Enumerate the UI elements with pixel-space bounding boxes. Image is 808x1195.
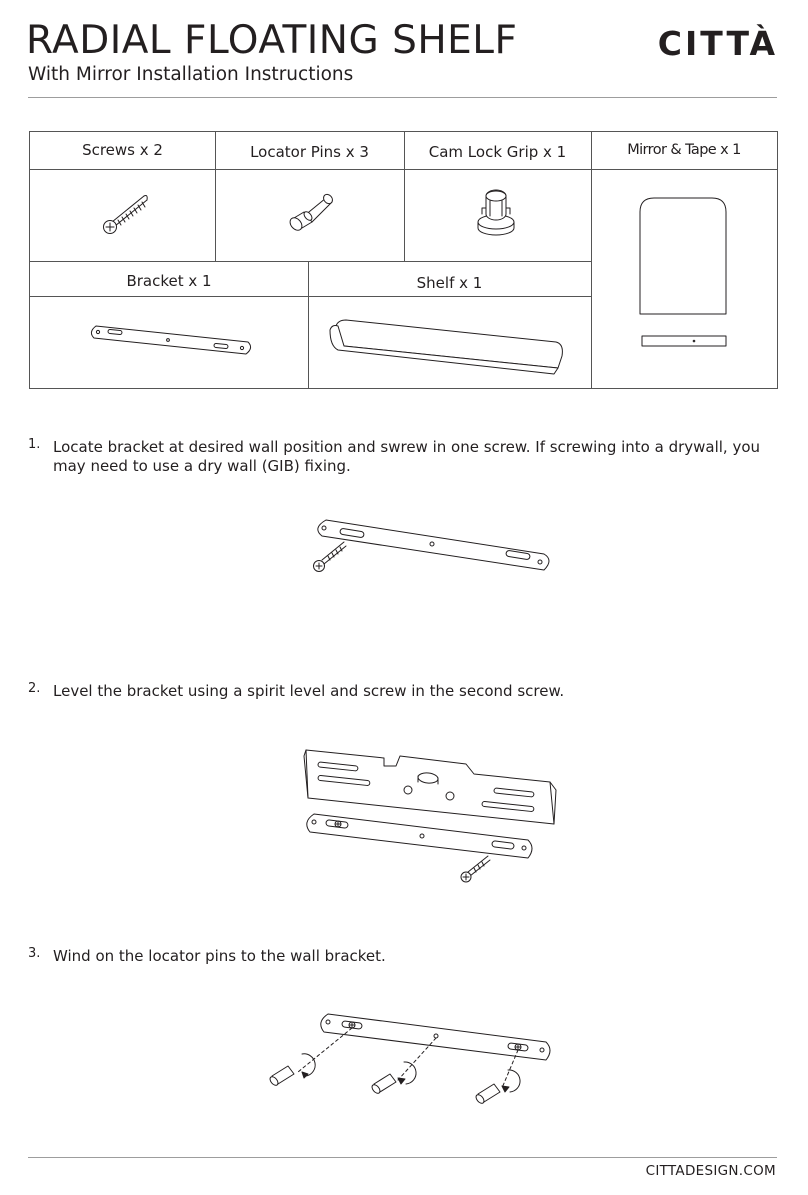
cam-lock-grip-icon	[472, 186, 522, 238]
locator-pin-icon	[268, 1066, 294, 1087]
step-text: Wind on the locator pins to the wall bracket.	[53, 947, 386, 965]
part-label-shelf: Shelf x 1	[416, 274, 483, 292]
part-label-locator-pins: Locator Pins x 3	[250, 143, 369, 161]
part-label-bracket: Bracket x 1	[126, 272, 212, 290]
step-number: 3.	[28, 946, 41, 961]
table-divider	[30, 261, 591, 262]
table-divider	[30, 296, 591, 297]
table-divider	[591, 132, 592, 388]
locator-pin-icon	[282, 188, 342, 234]
step-text: Locate bracket at desired wall position and swrew in one screw. If screwing into a drywall, you may need to use a dry wall (GIB) fixing.	[53, 438, 761, 475]
page-subtitle: With Mirror Installation Instructions	[28, 64, 354, 85]
parts-table	[29, 131, 778, 389]
part-label-cam-lock-grip: Cam Lock Grip x 1	[428, 143, 567, 161]
step-3-illustration	[262, 1010, 562, 1116]
bracket-icon	[86, 322, 256, 358]
step-2-bracket	[300, 810, 540, 884]
website-link[interactable]: CITTADESIGN.COM	[645, 1163, 776, 1179]
part-label-mirror-tape: Mirror & Tape x 1	[627, 142, 741, 158]
screw-icon	[96, 190, 156, 240]
step-1-illustration	[300, 514, 560, 578]
step-number: 2.	[28, 681, 41, 696]
step-number: 1.	[28, 437, 41, 452]
step-text: Level the bracket using a spirit level and screw in the second screw.	[53, 682, 565, 700]
mirror-icon	[634, 194, 734, 354]
brand-logo: CITTÀ	[657, 24, 778, 63]
footer-divider	[28, 1157, 777, 1158]
part-label-screws: Screws x 2	[82, 141, 163, 159]
header-divider	[28, 97, 777, 98]
shelf-icon	[326, 316, 574, 378]
page-title: RADIAL FLOATING SHELF	[26, 18, 518, 63]
